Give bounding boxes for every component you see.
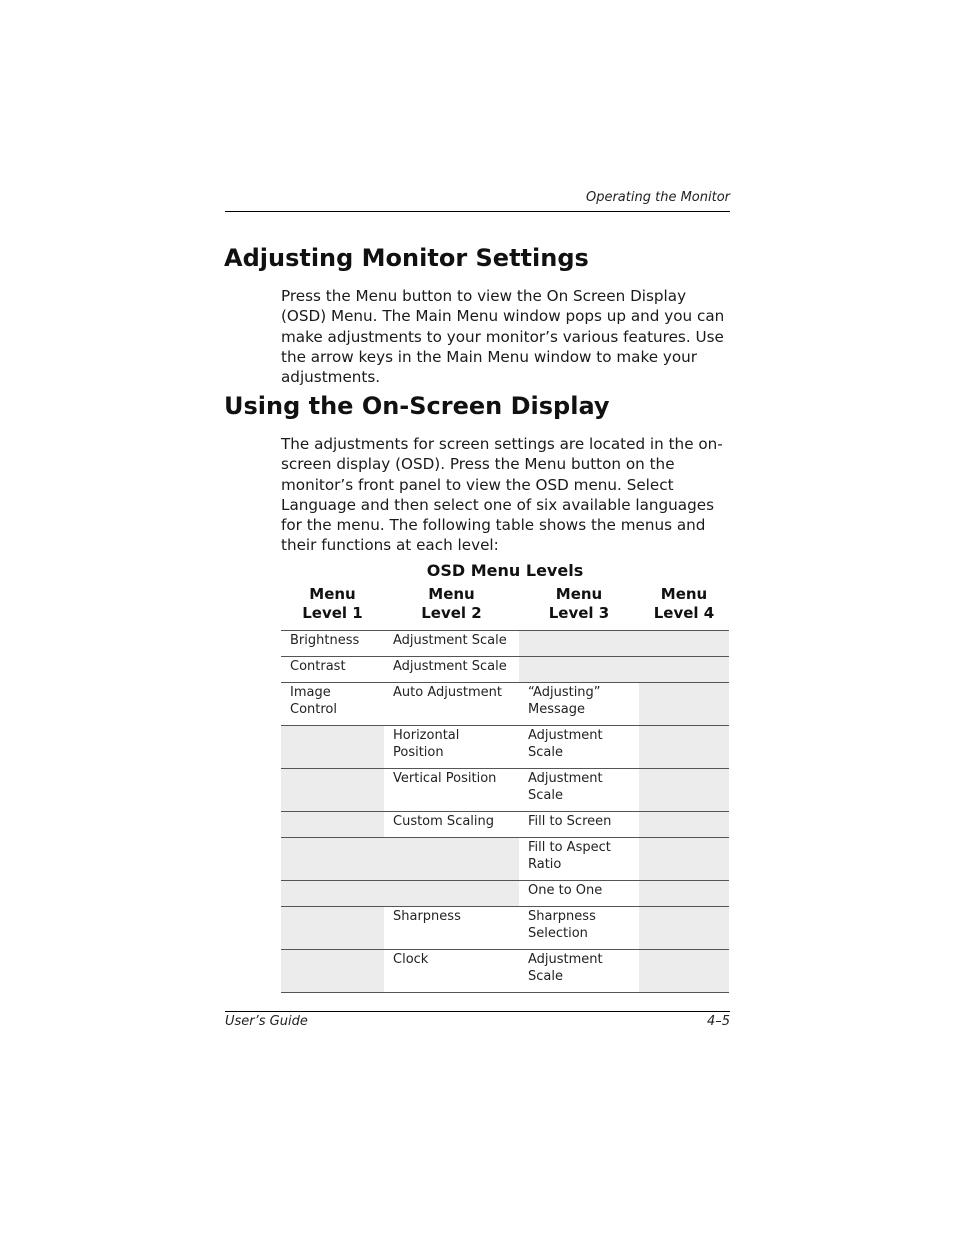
table-row: [281, 881, 729, 907]
heading-adjusting-monitor-settings: Adjusting Monitor Settings: [224, 244, 589, 272]
table-cell: [639, 812, 729, 838]
table-cell: [639, 657, 729, 683]
header-rule: [225, 211, 730, 212]
paragraph-using-osd: The adjustments for screen settings are located in the on-screen display (OSD). Press the Menu button on the monitor’s front panel to view the OSD menu. Select Language and then select one of six available languages for the menu. The following table shows the menus and their functions at each level:: [281, 435, 723, 555]
table-cell: One to One: [528, 883, 603, 898]
table-cell: [639, 769, 729, 812]
table-cell: [281, 838, 384, 881]
table-cell: [384, 881, 519, 907]
table-cell: “Adjusting” Message: [528, 685, 601, 717]
table-cell: [281, 769, 384, 812]
column-header-line: Menu: [309, 585, 356, 603]
table-cell: Adjustment Scale: [393, 659, 507, 674]
footer-guide-title: User’s Guide: [225, 1014, 308, 1029]
running-head: Operating the Monitor: [585, 190, 730, 205]
table-cell: [639, 683, 729, 726]
table-cell: [281, 907, 384, 950]
table-cell: [384, 838, 519, 881]
column-header-line: Menu: [428, 585, 475, 603]
table-title: OSD Menu Levels: [426, 561, 584, 580]
table-row: [281, 812, 729, 838]
table-row: [281, 907, 729, 950]
column-header-line: Menu: [555, 585, 603, 603]
table-cell: Adjustment Scale: [528, 952, 603, 984]
table-cell: Image Control: [290, 685, 337, 717]
table-cell: Adjustment Scale: [528, 771, 603, 803]
table-cell: Contrast: [290, 659, 346, 674]
table-row: [281, 950, 729, 993]
table-cell: Brightness: [290, 633, 360, 648]
table-cell: Adjustment Scale: [393, 633, 507, 648]
column-header-level-1: [281, 585, 384, 623]
table-cell: [281, 881, 384, 907]
table-cell: Clock: [393, 952, 429, 967]
page-number: 4–5: [706, 1014, 730, 1029]
table-cell: Sharpness Selection: [528, 909, 596, 941]
table-cell: Custom Scaling: [393, 814, 495, 829]
table-cell: Sharpness: [393, 909, 461, 924]
column-header-line: Level 4: [653, 604, 715, 622]
column-header-level-2: [384, 585, 519, 623]
table-cell: [519, 631, 639, 657]
table-cell: [639, 907, 729, 950]
table-cell: [519, 657, 639, 683]
heading-using-osd: Using the On-Screen Display: [224, 392, 610, 420]
table-row: [281, 726, 729, 769]
table-row: [281, 838, 729, 881]
table-row: [281, 769, 729, 812]
table-cell: Vertical Position: [393, 771, 497, 786]
table-cell: Horizontal Position: [393, 728, 460, 760]
table-cell: [639, 838, 729, 881]
table-cell: [639, 631, 729, 657]
column-header-line: Level 2: [421, 604, 482, 622]
column-header-level-3: [519, 585, 639, 623]
column-header-line: Level 1: [302, 604, 363, 622]
table-cell: [281, 812, 384, 838]
table-row: [281, 683, 729, 726]
table-cell: [639, 726, 729, 769]
table-row: [281, 631, 729, 657]
table-cell: [639, 881, 729, 907]
paragraph-adjusting-monitor-settings: Press the Menu button to view the On Screen Display (OSD) Menu. The Main Menu window pops up and you can make adjustments to your monitor’s various features. Use the arrow keys in the Main Menu window to make your adjustments.: [281, 287, 725, 387]
column-header-level-4: [639, 585, 729, 623]
table-cell: [281, 950, 384, 993]
table-row: [281, 657, 729, 683]
osd-menu-levels-table: [281, 630, 729, 993]
footer-rule: [225, 1011, 730, 1012]
column-header-line: Level 3: [548, 604, 610, 622]
table-cell: Auto Adjustment: [393, 685, 502, 700]
table-cell: [281, 726, 384, 769]
column-header-line: Menu: [660, 585, 708, 603]
table-cell: Fill to Screen: [528, 814, 612, 829]
table-cell: Fill to Aspect Ratio: [528, 840, 611, 872]
table-cell: [639, 950, 729, 993]
table-cell: Adjustment Scale: [528, 728, 603, 760]
